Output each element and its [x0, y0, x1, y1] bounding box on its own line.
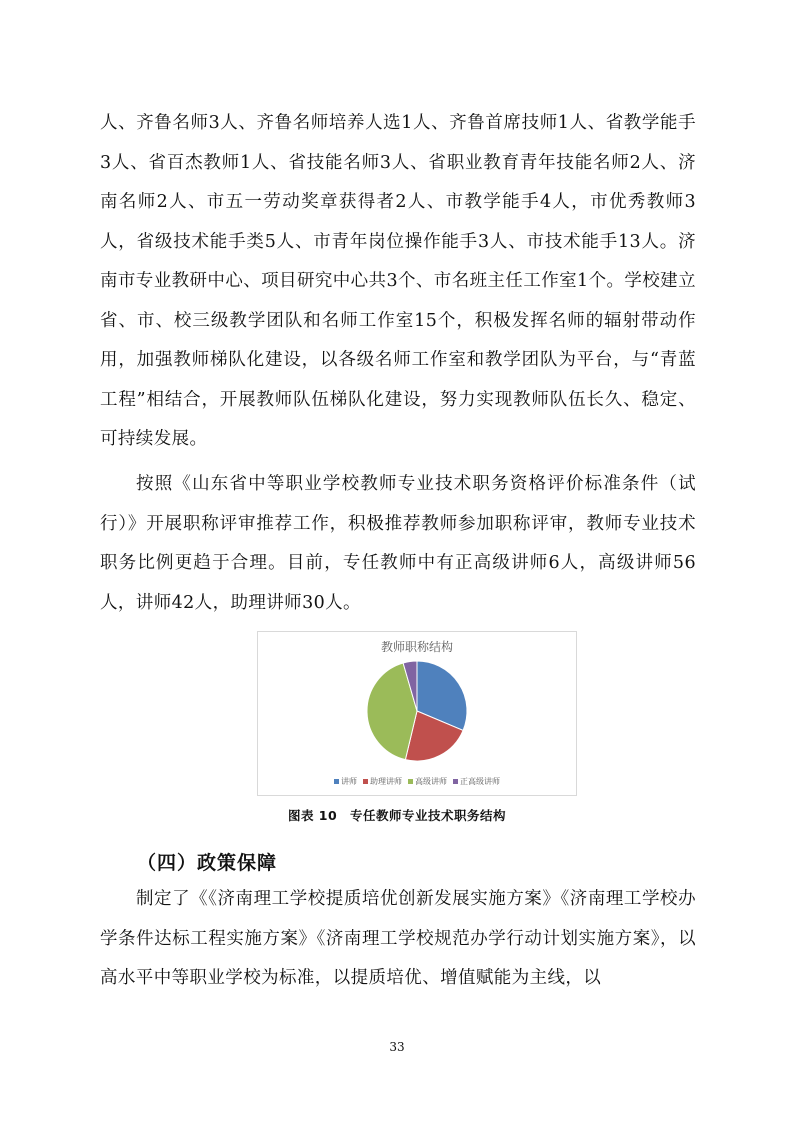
legend-item-3 [408, 776, 447, 787]
section-heading-policy: （四）政策保障 [137, 852, 278, 874]
body-paragraph-teacher-honors: 人、齐鲁名师3人、齐鲁名师培养人选1人、齐鲁首席技师1人、省教学能手3人、省百杰教师1人、省技能名师3人、省职业教育青年技能名师2人、济南名师2人、市五一劳动奖章获得者2人、市教学能手4人，市优秀教师3人，省级技术能手类5人、市青年岗位操作能手3人、市技术能手13人。济南市专业教研中心、项目研究中心共3个、市名班主任工作室1个。学校建立省、市、校三级教学团队和名师工作室15个，积极发挥名师的辐射带动作用，加强教师梯队化建设，以各级名师工作室和教学团队为平台，与“青蓝工程”相结合，开展教师队伍梯队化建设，努力实现教师队伍长久、稳定、可持续发展。 [100, 113, 696, 449]
legend-item-1 [334, 776, 357, 787]
legend-label: 助理讲师 [370, 777, 402, 786]
body-paragraph-title-evaluation: 按照《山东省中等职业学校教师专业技术职务资格评价标准条件（试行）》开展职称评审推荐工作，积极推荐教师参加职称评审，教师专业技术职务比例更趋于合理。目前，专任教师中有正高级讲师6人，高级讲师56人，讲师42人，助理讲师30人。 [100, 474, 696, 613]
body-paragraph-policy: 制定了《《济南理工学校提质培优创新发展实施方案》《济南理工学校办学条件达标工程实施方案》《济南理工学校规范办学行动计划实施方案》，以高水平中等职业学校为标准，以提质培优、增值赋能为主线，以 [100, 889, 696, 988]
chart-title: 教师职称结构 [380, 640, 453, 654]
chart-legend [258, 776, 576, 787]
legend-item-2 [363, 776, 402, 787]
legend-label: 正高级讲师 [460, 777, 500, 786]
figure-caption-text: 专任教师专业技术职务结构 [350, 808, 507, 823]
figure-caption [0, 806, 794, 824]
legend-label: 高级讲师 [415, 777, 447, 786]
legend-swatch [363, 779, 368, 784]
legend-swatch [453, 779, 458, 784]
legend-swatch [408, 779, 413, 784]
page-number: 33 [389, 1040, 405, 1054]
pie-chart-canvas [258, 632, 576, 795]
figure-caption-label: 图表 10 [287, 808, 338, 823]
legend-item-4 [453, 776, 500, 787]
legend-swatch [334, 779, 339, 784]
pie-chart [257, 631, 577, 796]
legend-label: 讲师 [341, 777, 357, 786]
